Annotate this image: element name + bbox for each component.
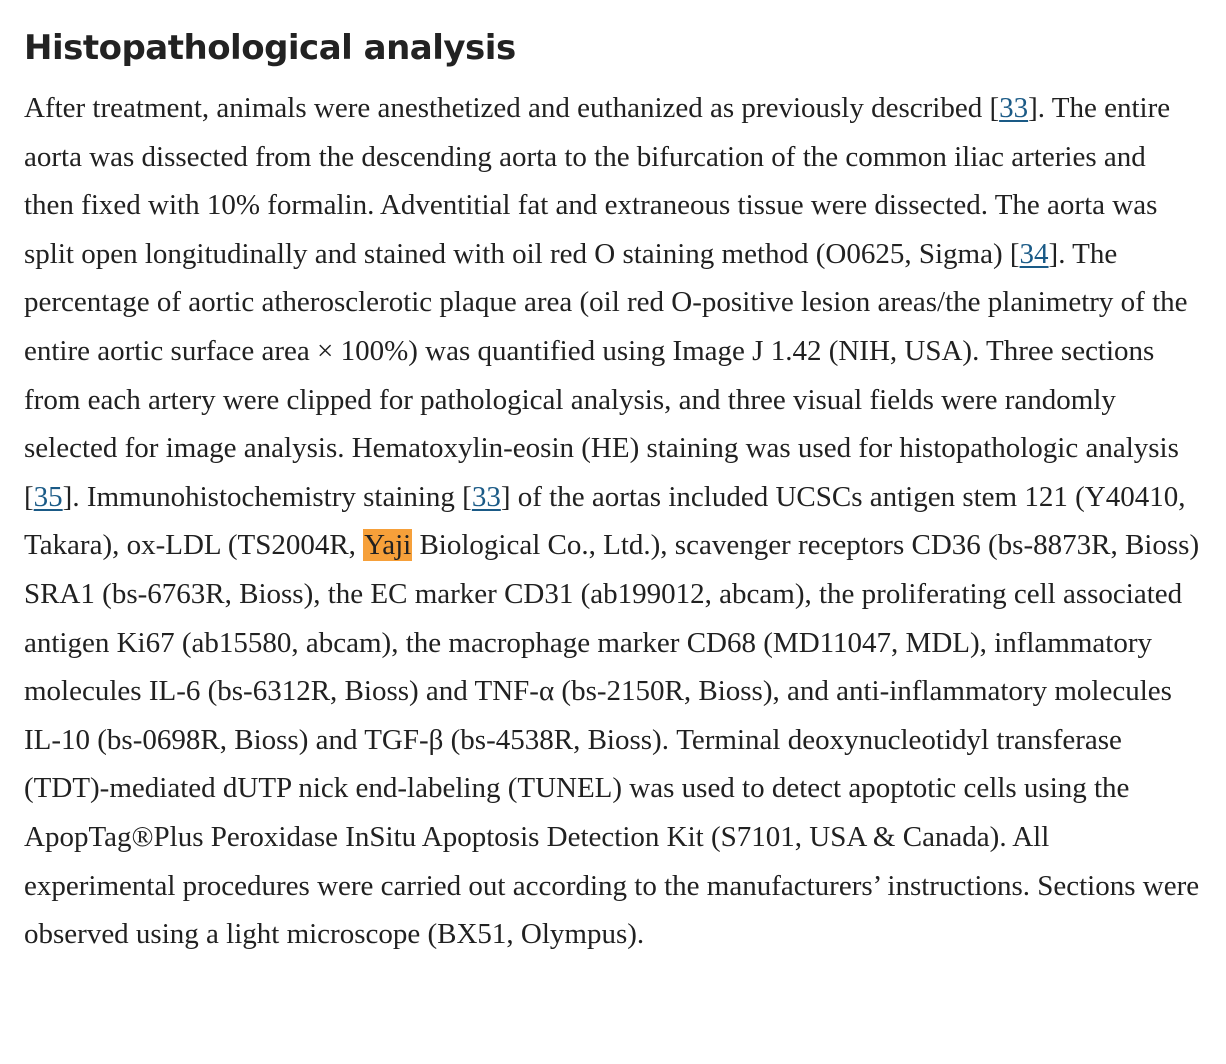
text-span: ]. The entire aorta was dissected from the descending aorta to the bifurcation of the common iliac arteries and then fixed with 10% formalin. Adventitial fat and extraneous tissue were dissected. The aorta was split open longitudinally and stained with oil red O staining method (O0625, Sigma) [ (24, 92, 1171, 270)
text-span: After treatment, animals were anesthetized and euthanized as previously described [ (24, 92, 1000, 124)
reference-link-34[interactable]: 34 (1019, 237, 1049, 270)
article-section (24, 22, 1202, 959)
search-highlight: Yaji (364, 529, 412, 562)
text-span: ]. The percentage of aortic atherosclerotic plaque area (oil red O-positive lesion areas/the planimetry of the entire aortic surface area × 100%) was quantified using Image J 1.42 (NIH, USA). Three sections from each artery were clipped for pathological analysis, and three visual fields were randomly selected for image analysis. Hematoxylin-eosin (HE) staining was used for histopathologic analysis [ (24, 237, 1188, 513)
reference-link-35[interactable]: 35 (33, 480, 63, 513)
reference-link-33-second[interactable]: 33 (471, 480, 501, 513)
text-span: ] of the aortas included UCSCs antigen stem 121 (Y40410, Takara), ox-LDL (TS2004R, (24, 480, 1186, 562)
text-span: ]. Immunohistochemistry staining [ (62, 480, 472, 513)
section-heading: Histopathological analysis (24, 28, 516, 68)
reference-link-33[interactable]: 33 (999, 92, 1029, 124)
section-paragraph (24, 84, 1202, 959)
text-span: Biological Co., Ltd.), scavenger receptors CD36 (bs-8873R, Bioss) SRA1 (bs-6763R, Bioss), the EC marker CD31 (ab199012, abcam), the proliferating cell associated antigen Ki67 (ab15580, abcam), the macrophage marker CD68 (MD11047, MDL), inflammatory molecules IL-6 (bs-6312R, Bioss) and TNF-α (bs-2150R, Bioss), and anti-inflammatory molecules IL-10 (bs-0698R, Bioss) and TGF-β (bs-4538R, Bioss). Terminal deoxynucleotidyl transferase (TDT)-mediated dUTP nick end-labeling (TUNEL) was used to detect apoptotic cells using the ApopTag®Plus Peroxidase InSitu Apoptosis Detection Kit (S7101, USA & Canada). All experimental procedures were carried out according to the manufacturers’ instructions. Sections were observed using a light microscope (BX51, Olympus). (24, 529, 1200, 951)
